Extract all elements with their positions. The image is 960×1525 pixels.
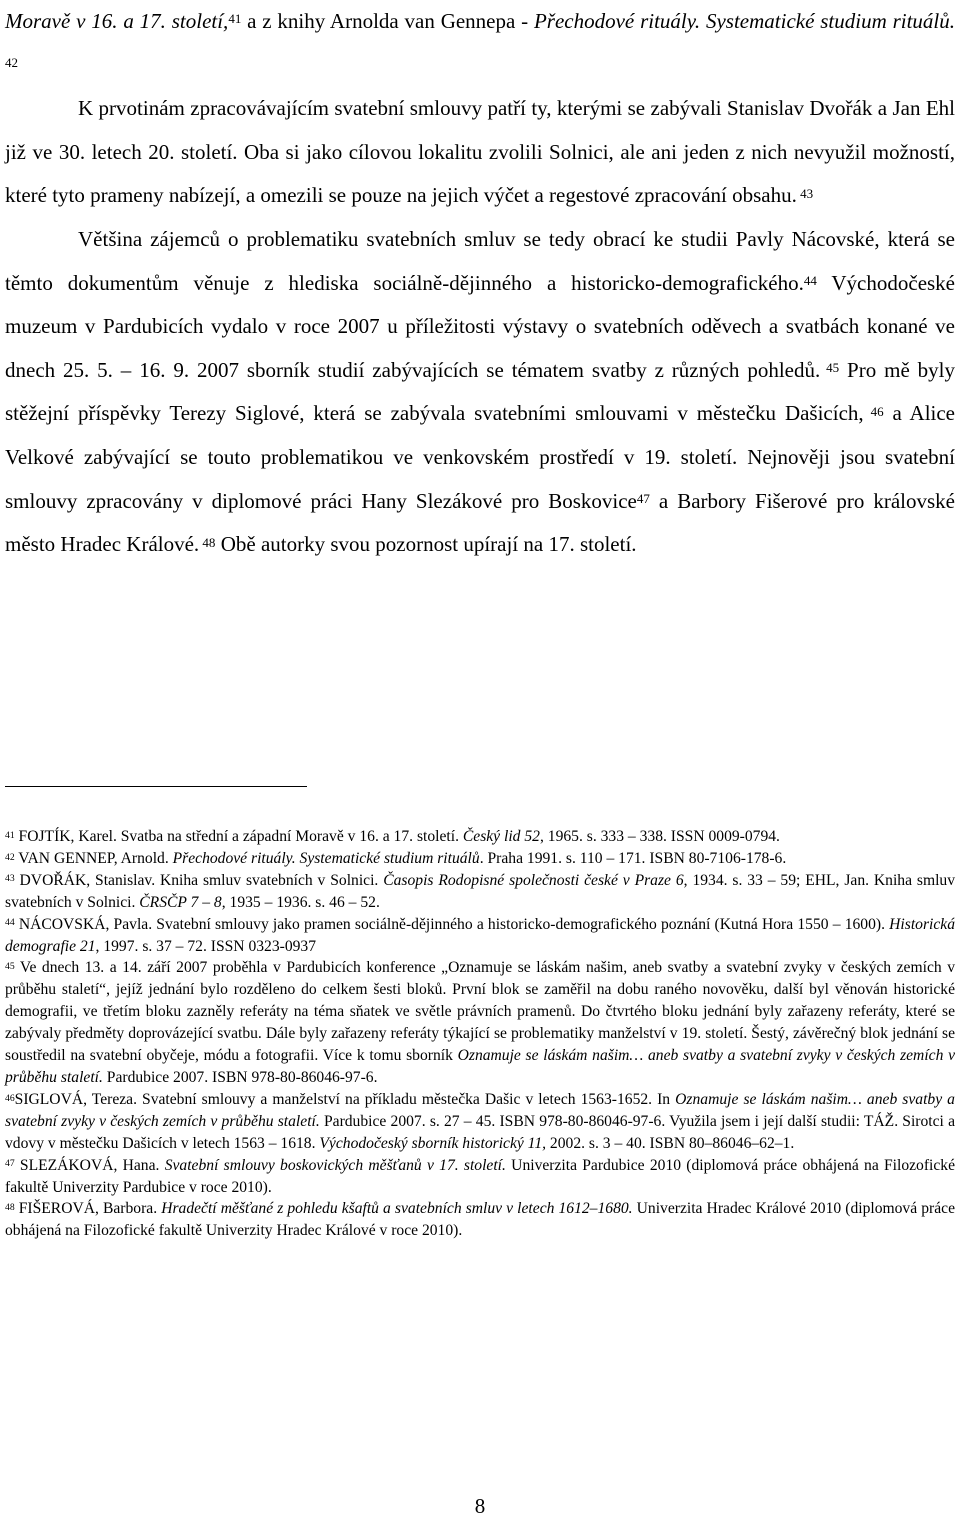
text-run: Pardubice 2007. s. 27 – 45. ISBN 978-80-86046-97-6. Využila jsem i její další studii: TÁŽ. Sirotci a vdovy v městečku Dašicích v letech 1563 – 1618. xyxy=(5,1112,956,1152)
footnote-reference: 45 xyxy=(820,360,840,376)
text-run: , 1965. s. 333 – 338. ISSN 0009-0794. xyxy=(539,828,780,845)
text-run: a Alice Velkové zabývající se touto problematikou ve venkovském prostředí v 19. století. Nejnověji jsou svatební smlouvy zpracovány v diplomové práci Hany Slezákové pro Boskovice xyxy=(5,401,956,513)
text-run: Obě autorky svou pozornost upírají na 17. století. xyxy=(215,532,637,557)
text-run: Univerzita Hradec Králové 2010 (diplomová práce obhájená na Filozofické fakultě Univerzity Hradec Králové v roce 2010). xyxy=(5,1200,955,1240)
text-run: VAN GENNEP, Arnold. xyxy=(14,849,173,867)
paragraph-recent-studies xyxy=(5,218,955,567)
italic-text: Oznamuje se láskám našim… aneb svatby a svatební zvyky v českých zemích v průběhu staletí. xyxy=(5,1047,956,1086)
italic-text: Historická demografie 21 xyxy=(5,915,955,955)
text-run: FIŠEROVÁ, Barbora. xyxy=(14,1200,162,1218)
footnote-reference: 45 xyxy=(5,961,15,973)
footnote-48 xyxy=(5,1198,955,1242)
footnote-reference: 47 xyxy=(5,1158,15,1170)
italic-text: Oznamuje se láskám našim… aneb svatby a svatební zvyky v českých zemích v průběhu staletí. xyxy=(5,1090,955,1130)
text-run: , 1997. s. 37 – 72. ISSN 0323-0937 xyxy=(95,937,317,955)
text-run: NÁCOVSKÁ, Pavla. Svatební smlouvy jako pramen sociálně-dějinného a historicko-demografického poznání (Kutná Hora 1550 – 1600). xyxy=(14,915,890,933)
italic-text: Východočeský sborník historický 11, xyxy=(319,1134,547,1152)
page-number: 8 xyxy=(474,1494,486,1518)
text-run: a Barbory Fišerové pro královské město Hradec Králové. xyxy=(5,488,955,557)
footnote-43 xyxy=(5,870,955,914)
footnote-reference: 41 xyxy=(5,829,15,841)
footnote-46 xyxy=(5,1089,955,1155)
text-run: Univerzita Pardubice 2010 (diplomová práce obhájená na Filozofické fakultě Univerzity Pardubice v roce 2010). xyxy=(5,1156,956,1196)
footnote-reference: 44 xyxy=(5,917,15,929)
footnote-41 xyxy=(5,826,955,848)
footnote-reference: 42 xyxy=(5,851,15,863)
italic-text: Přechodové rituály. Systematické studium rituálů. xyxy=(533,9,955,33)
italic-text: Český lid 52 xyxy=(462,828,540,845)
footnote-reference: 47 xyxy=(636,490,650,506)
footnote-reference: 43 xyxy=(5,873,15,885)
text-run: SIGLOVÁ, Tereza. Svatební smlouvy a manželství na příkladu městečka Dašic v letech 1563-1652. In xyxy=(14,1090,676,1108)
text-run: Východočeské muzeum v Pardubicích vydalo v roce 2007 u příležitosti výstavy o svatebních oděvech a svatbách konané ve dnech 25. 5. – 16. 9. 2007 sborník studií zabývajících se tématem svatby z různých pohledů. xyxy=(5,270,956,382)
italic-text: Svatební smlouvy boskovických měšťanů v 17. století. xyxy=(164,1156,506,1174)
footnote-reference: 43 xyxy=(796,185,814,201)
footnote-47 xyxy=(5,1155,955,1199)
footnote-reference: 48 xyxy=(5,1202,15,1214)
italic-text: Časopis Rodopisné společnosti české v Praze 6 xyxy=(383,871,684,889)
text-run: Většina zájemců o problematiku svatebních smluv se tedy obrací ke studii Pavly Nácovské, která se těmto dokumentům věnuje z hlediska sociálně-dějinného a historicko-demografického. xyxy=(5,226,955,295)
footnote-45 xyxy=(5,957,955,1088)
text-run: SLEZÁKOVÁ, Hana. xyxy=(14,1156,165,1174)
document-page xyxy=(5,0,956,1240)
text-run: DVOŘÁK, Stanislav. Kniha smluv svatebních v Solnici. xyxy=(14,871,384,889)
footnotes xyxy=(5,826,955,1242)
footnote-reference: 42 xyxy=(5,55,19,71)
text-run: K prvotinám zpracovávajícím svatební smlouvy patří ty, kterými se zabývali Stanislav Dvořák a Jan Ehl již ve 30. letech 20. století. Oba si jako cílovou lokalitu zvolili Solnici, ale ani jeden z nich nevyužil možností, které tyto prameny nabízejí, a omezili se pouze na jejich výčet a regestové zpracování obsahu. xyxy=(5,96,955,208)
footnote-reference: 46 xyxy=(863,403,884,419)
text-run: , 1935 – 1936. s. 46 – 52. xyxy=(221,893,380,911)
footnote-44 xyxy=(5,914,955,958)
text-run: a z knihy Arnolda van Gennepa - xyxy=(241,9,534,33)
text-run: , 1934. s. 33 – 59; EHL, Jan. Kniha smluv svatebních v Solnici. xyxy=(5,871,956,911)
text-run: Pro mě byly stěžejní příspěvky Terezy Siglové, která se zabývala svatebními smlouvami v městečku Dašicích, xyxy=(5,357,955,426)
footnote-separator xyxy=(5,786,307,787)
text-run: 2002. s. 3 – 40. ISBN 80–86046–62–1. xyxy=(546,1134,795,1152)
footnote-reference: 46 xyxy=(5,1092,15,1104)
text-run: Ve dnech 13. a 14. září 2007 proběhla v Pardubicích konference „Oznamuje se láskám našim, aneb svatby a svatební zvyky v českých zemích v průběhu staletí“, jejíž jednání bylo rozděleno do celkem šesti bloků. První blok se zaměřil na dobu raného novověku, další byl věnován historické demografii, ve třetím bloku zazněly referáty na téma sňatek ve světle právních pramenů. Do čtvrtého bloku jednání byly zařazeny referáty, které se zabývaly předměty doprovázející svatbu. Dále byly zařazeny referáty týkající se problematiky manželství v 19. století. Šestý, závěrečný blok jednání se soustředil na svatební obyčeje, módu a fotografii. Více k tomu sborník xyxy=(5,959,955,1065)
paragraph-continuation xyxy=(5,0,955,87)
text-run: FOJTÍK, Karel. Svatba na střední a západní Moravě v 16. a 17. století. xyxy=(14,828,463,845)
footnote-42 xyxy=(5,848,955,870)
main-text xyxy=(5,0,955,567)
text-run: Pardubice 2007. ISBN 978-80-86046-97-6. xyxy=(102,1068,378,1086)
paragraph-early-works xyxy=(5,87,955,218)
italic-text: Přechodové rituály. Systematické studium rituálů xyxy=(172,849,480,867)
footnote-reference: 44 xyxy=(803,273,817,289)
italic-text: ČRSČP 7 – 8 xyxy=(139,893,222,911)
text-run: . Praha 1991. s. 110 – 171. ISBN 80-7106-178-6. xyxy=(479,849,787,867)
footnote-reference: 41 xyxy=(228,11,242,27)
italic-text: Moravě v 16. a 17. století, xyxy=(5,9,229,33)
italic-text: Hradečtí měšťané z pohledu kšaftů a svatebních smluv v letech 1612–1680. xyxy=(161,1200,633,1218)
footnote-reference: 48 xyxy=(199,534,216,550)
